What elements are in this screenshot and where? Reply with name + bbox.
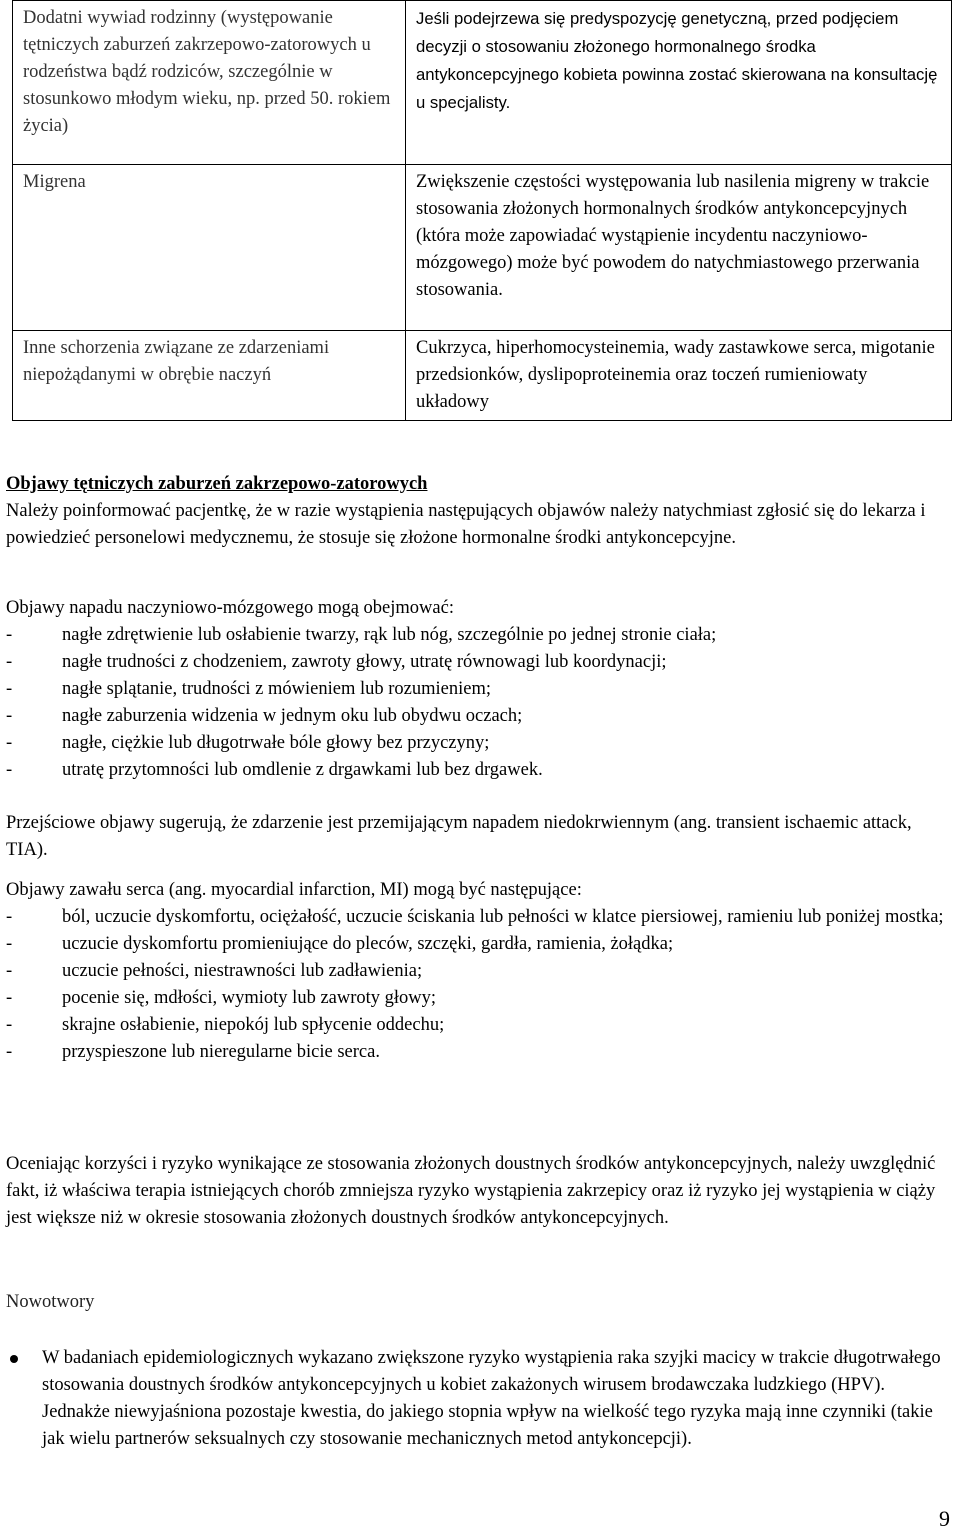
table-cell-condition (13, 165, 406, 331)
tia-text: Przejściowe objawy sugerują, że zdarzenie jest przemijającym napadem niedokrwiennym (ang. transient ischaemic attack, TIA). (6, 813, 912, 860)
comment-text: Cukrzyca, hiperhomocysteinemia, wady zastawkowe serca, migotanie przedsionków, dyslipoproteinemia oraz toczeń rumieniowaty układowy (416, 338, 935, 412)
tumors-section (6, 1345, 956, 1453)
list-item: - skrajne osłabienie, niepokój lub spłycenie oddechu; (6, 1012, 956, 1039)
list-item: - ból, uczucie dyskomfortu, ociężałość, uczucie ściskania lub pełności w klatce piersiowej, ramieniu lub poniżej mostka; (6, 904, 956, 931)
tumors-heading: Nowotwory (6, 1292, 95, 1312)
list-item: - uczucie pełności, niestrawności lub zadławienia; (6, 958, 956, 985)
page-number: 9 (939, 1506, 950, 1531)
table-cell-condition (13, 1, 406, 165)
list-item: W badaniach epidemiologicznych wykazano zwiększone ryzyko wystąpienia raka szyjki macicy w trakcie długotrwałego stosowania doustnych środków antykoncepcyjnych u kobiet zakażonych wirusem brodawczaka ludzkiego (HPV). Jednakże niewyjaśniona pozostaje kwestia, do jakiego stopnia wpływ na wielkość tego ryzyka mają inne czynniki (takie jak wielu partnerów seksualnych czy stosowanie mechanicznych metod antykoncepcji). (6, 1345, 956, 1453)
list-item: - uczucie dyskomfortu promieniujące do pleców, szczęki, gardła, ramienia, żołądka; (6, 931, 956, 958)
table-cell-comment (406, 1, 952, 165)
condition-text: Dodatni wywiad rodzinny (występowanie tętniczych zaburzeń zakrzepowo-zatorowych u rodzeństwa bądź rodziców, szczególnie w stosunkowo młodym wieku, np. przed 50. rokiem życia) (23, 8, 391, 136)
mi-intro: Objawy zawału serca (ang. myocardial infarction, MI) mogą być następujące: (6, 880, 582, 900)
table-row (13, 1, 952, 165)
intro-paragraph: Należy poinformować pacjentkę, że w razie wystąpienia następujących objawów należy natychmiast zgłosić się do lekarza i powiedzieć personelowi medycznemu, że stosuje się złożone hormonalne środki antykoncepcyjne. (6, 501, 926, 548)
list-item: - utratę przytomności lub omdlenie z drgawkami lub bez drgawek. (6, 757, 956, 784)
stroke-symptoms (6, 595, 956, 784)
list-item: - nagłe trudności z chodzeniem, zawroty głowy, utratę równowagi lub koordynacji; (6, 649, 956, 676)
table-row (13, 165, 952, 331)
stroke-symptom-list (6, 622, 956, 784)
table-cell-condition (13, 331, 406, 421)
table-cell-comment (406, 331, 952, 421)
tia-paragraph (6, 810, 956, 864)
list-item: - nagłe, ciężkie lub długotrwałe bóle głowy bez przyczyny; (6, 730, 956, 757)
list-item: - nagłe zdrętwienie lub osłabienie twarzy, rąk lub nóg, szczególnie po jednej stronie ciała; (6, 622, 956, 649)
arterial-section (6, 471, 956, 552)
section-heading: Objawy tętniczych zaburzeń zakrzepowo-zatorowych (6, 474, 428, 494)
assessment-paragraph (6, 1151, 956, 1232)
condition-text: Migrena (23, 172, 86, 192)
list-item: - przyspieszone lub nieregularne bicie serca. (6, 1039, 956, 1066)
tumors-list (6, 1345, 956, 1453)
condition-text: Inne schorzenia związane ze zdarzeniami niepożądanymi w obrębie naczyń (23, 338, 330, 385)
comment-text: Jeśli podejrzewa się predyspozycję genetyczną, przed podjęciem decyzji o stosowaniu złożonego hormonalnego środka antykoncepcyjnego kobieta powinna zostać skierowana na konsultację u specjalisty. (416, 9, 938, 112)
assessment-text: Oceniając korzyści i ryzyko wynikające ze stosowania złożonych doustnych środków antykoncepcyjnych, należy uwzględnić fakt, iż właściwa terapia istniejących chorób zmniejsza ryzyko wystąpienia zakrzepicy oraz iż ryzyko jej wystąpienia w ciąży jest większe niż w okresie stosowania złożonych doustnych środków antykoncepcyjnych. (6, 1154, 936, 1228)
table-cell-comment (406, 165, 952, 331)
mi-symptom-list (6, 904, 956, 1066)
list-item: - pocenie się, mdłości, wymioty lub zawroty głowy; (6, 985, 956, 1012)
mi-symptoms (6, 877, 956, 1066)
list-item: - nagłe splątanie, trudności z mówieniem lub rozumieniem; (6, 676, 956, 703)
stroke-intro: Objawy napadu naczyniowo-mózgowego mogą obejmować: (6, 598, 454, 618)
risk-factors-table (12, 0, 952, 421)
comment-text: Zwiększenie częstości występowania lub nasilenia migreny w trakcie stosowania złożonych hormonalnych środków antykoncepcyjnych (która może zapowiadać wystąpienie incydentu naczyniowo-mózgowego) może być powodem do natychmiastowego przerwania stosowania. (416, 172, 930, 300)
list-item: - nagłe zaburzenia widzenia w jednym oku lub obydwu oczach; (6, 703, 956, 730)
table-row (13, 331, 952, 421)
